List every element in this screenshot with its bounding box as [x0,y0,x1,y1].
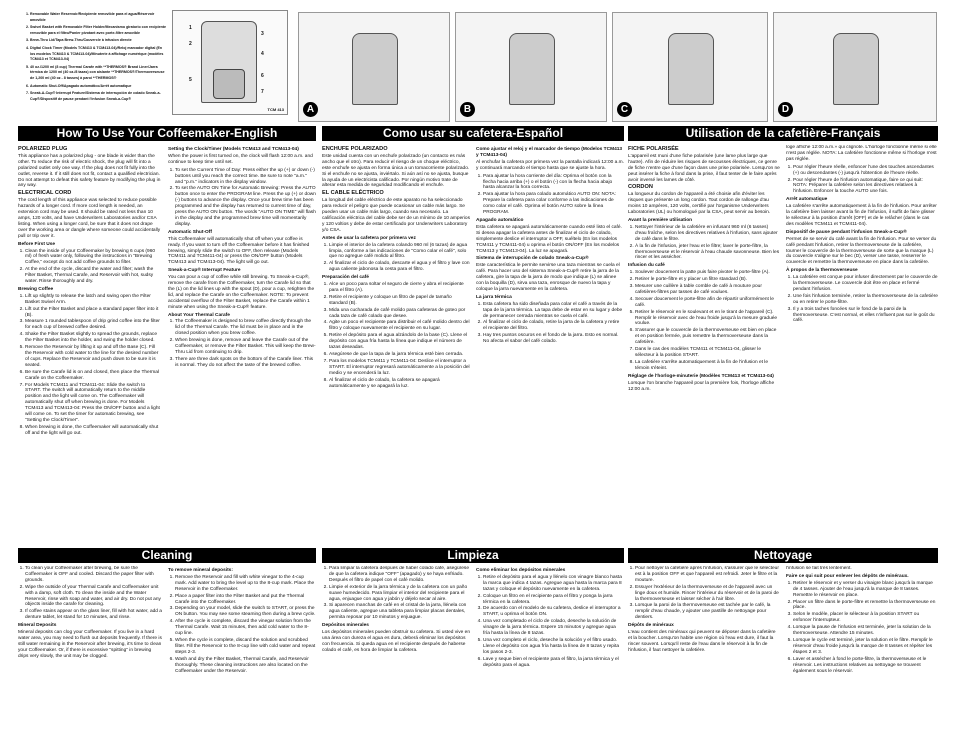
coffeemaker-diagram [172,10,288,115]
list-item: 2. Retire el recipiente y coloque un filtro de papel de tamaño standard (B). [329,295,470,307]
cleaning-french-column-2 [786,566,938,742]
list-item: 5. When the cycle is complete, discard the solution and scrubbed filter. Fill the Reservoir to the 8-cup line with cold water and repeat steps 2-3. [175,638,316,656]
french-column-2 [786,145,938,543]
list-item: 4. Agite un poco el recipiente para distribuir el café molido dentro del filtro y coloque nuevamente el recipiente en su lugar. [329,320,470,332]
paragraph: La longueur du cordon de l'appareil a été choisie afin d'éviter les risques que présente un long cordon. Tout cordon de rallonge d'au moins 10 ampères, 120 volts, certifié par l'organisme Underwriters Laboratories (UL) ou homologué par la CSA, peut servir au besoin. [628,192,771,216]
paragraph: loge affiche 12:00 a.m.» qui clignote. L'horloge fonctionne même si elle n'est pas réglée. NOTA: La cafetière fonctionne même si l'horloge n'est pas réglée. [786,145,937,162]
list-item: 1. Esta cafetera ha sido diseñada para colar el café a través de la tapa de la jarra térmica. La tapa debe de estar en su lugar y debe de permanecer cerrada mientras se cuela el café. [483,302,624,320]
step-illustration-c [612,12,768,122]
paragraph: This Coffeemaker will automatically shut off when your coffee is ready. If you want to turn off the Coffeemaker before it has finished brewing, simply slide the switch to OFF, then release (Models TCM411 and TCM411-04) or press the ON/OFF button (Models TCM413 and TCM413-04). The light will go out. [168,236,310,266]
subheading: Brewing Coffee [18,286,54,292]
list-item: 3. Si aparecen manchas de café en el cristal de la jarra, llénela con agua caliente, agregue una tableta para limpiar placas dentales, permita reposar por 10 minutos y enjuague. [329,603,470,621]
step-label-b: B [460,102,475,117]
list-item: 1. Para limpiar la cafetera después de haber colado café, asegúrese de que la cafetera indique "OFF" (apagado) y se haya enfriado. Después el filtro de papel con el café molido. [329,566,470,584]
list-item: 4. Shake the Filter Basket slightly to spread the grounds, replace the Filter Basket into the holder, and swing the holder closed. [25,332,162,344]
cleaning-spanish-column-1 [322,566,470,742]
legend-item: 5. 40 oz./1200 ml (8 cup) Thermal Carafe with **THERMOS® Brand Liner/Jarra térmica de 1200 ml (40 oz./8 tazas) con aislante **THERMOS®/Thermoverseuse de 1,200 ml (40 oz - 8 tasses) à paroi **THERMOS® [30,65,166,82]
list-item: 1. Para ajustar la hora corriente del día: Oprima el botón con la flecha hacia arriba (+) o el botón (-) con la flecha hacia abajo hasta alcanzar la hora correcta. [483,174,624,192]
step-illustration-b [455,12,607,122]
banner-how-french: Utilisation de la cafetière-Français [628,126,938,141]
paragraph: Los depósitos minerales pueden obstruir su cafetera. Si usted vive en una área con dureza el agua es dura, deberá eliminar los depósitos con frecuencia. Si queda agua en el recipiente después de haberse colado el café, es hora de limpiar la cafetera. [322,630,470,653]
list-item: 1. Retire el depósito para el agua y llénelo con vinagre blanco hasta la marca que indica 4 tazas. Agregue agua hasta la marca para 8 tazas y coloque el depósito nuevamente en la cafetera. [483,575,624,593]
list-item: 6. Wash and dry the Filter Basket, Thermal Carafe, and Reservoir thoroughly. These cleaning instructions are also located on the Coffeemaker under the Reservoir. [175,657,316,675]
list-item: 2. Retirer le porte-filtre et y placer un filtre standard (B). [635,277,780,283]
list-item: 4. After the cycle is complete, discard the vinegar solution from the Thermal Carafe. Wait 15 minutes, then add cold water to the 8-cup line. [175,619,316,637]
instruction-list [476,174,624,216]
list-item: 2. Pour régler l'heure de l'infusion automatique, faire ce qui suit: NOTA: Préparer la cafetière selon les directives relatives à l'infusion. Enfoncer la touche AUTO une fois. [793,178,938,196]
banner-cleaning-english: Cleaning [18,548,316,563]
list-item: 2. Une fois l'infusion terminée, retirer la thermoverseuse de la cafetière ou en retirer le porte-filtre. [793,294,938,306]
list-item: 2. Al finalizar el ciclo de colado, descarte el agua y el filtro y lave con agua caliente jabonosa la cesta para el filtro. [329,261,470,273]
list-item: 5. Lorsque le cycle est terminé, jeter la solution et le filtre. Remplir le réservoir d'eau froide jusqu'à la marque de 8 tasses et répéter les étapes 2 et 3. [793,638,938,656]
list-item: 3. De acuerdo con el modelo de su cafetera, deslice el interruptor a START, u oprima el botón ON. [483,606,624,618]
subheading: Sistema de interrupción de colado Sneak-a-Cup® [476,256,589,262]
subheading: About Your Thermal Carafe [168,312,230,318]
instruction-list [322,566,470,621]
subheading: Réglage de l'horloge-minuterie (Modèles TCM413 et TCM413-04) [628,373,774,379]
subheading: Automatic Shut-Off [168,229,212,235]
subheading: Avant la première utilisation [628,217,693,223]
subheading: Faire ce qui suit pour enlever les dépôts de minéraux. [786,573,909,579]
subheading: Sneak-a-Cup® Interrupt Feature [168,268,241,274]
list-item: 1. To clean your Coffeemaker after brewing, be sure the Coffeemaker is OFF and cooled. Discard the paper filter with grounds. [25,566,162,584]
legend-item: 6. Automatic Shut-Off/Apagado automático/Arrêt automatique [30,84,166,90]
instruction-list [628,225,780,261]
paragraph: Al enchufar la cafetera por primera vez la pantalla indicará 12:00 a.m. y continuará marcando el tiempo hasta que se ajuste la hora. [476,159,624,171]
spanish-column-1 [322,145,470,543]
callout-2: 2 [189,41,192,47]
subheading: Como eliminar los depósitos minerales [476,568,566,573]
callout-7: 7 [261,89,264,95]
list-item: 2. Lift out the Filter Basket and place a standard paper filter into it (B). [25,307,162,319]
subheading: À propos de la thermoverseuse [786,268,858,274]
callout-5: 5 [189,77,192,83]
subheading: Dispositif de pause pendant l'infusion Sneak-a-Cup® [786,229,907,235]
list-item: 3. Mesurer une cuillère à table comble de café à mouture pour cafetières-filtres par tasses de café voulues. [635,284,780,296]
english-column-1 [18,145,162,543]
list-item: 2. Limpie el exterior de la jarra térmica y de la cafetera con un paño suave humedecido. Para limpiar el interior del recipiente para el agua, enjuague con agua y jabón y déjelo secar al aire. [329,585,470,603]
carafe-illustration [213,69,245,99]
list-item: 1. Pour nettoyer la cafetière après l'infusion, s'assurer que le sélecteur est à la position OFF et que l'appareil est refroidi. Jeter le filtre et la mouture. [635,566,780,584]
list-item: 6. S'assurer que le couvercle de la thermoverseuse est bien en place et en position fermée, puis remettre la thermoverseuse dans la cafetière. [635,328,780,346]
legend-item: 4. Digital Clock Timer (Models TCM413 & TCM413-04)/Reloj marcador digital (En los modelos TCM413 & TCM413-04)/Minuterie à affichage numérique (modèles TCM413 et TCM413-04) [30,46,166,63]
cleaning-english-column-2 [168,566,316,742]
list-item: 5. Remove the Reservoir by lifting it up and off the Base (C). Fill the Reservoir with cold water to the line for the desired number of cups. Replace the Reservoir and push down to be sure it is seated. [25,345,162,369]
list-item: 1. Pour régler l'heure réelle, enfoncer l'une des touches ascendantes (+) ou descendantes (-) jusqu'à l'obtention de l'heure réelle. [793,165,938,177]
step-label-a: A [303,102,318,117]
paragraph: l'infusion se fait très lentement. [786,566,852,571]
list-item: 3. Mida una cucharada de café molido para cafeteras de goteo por cada taza de café colado que desee. [329,308,470,320]
subheading: To remove mineral deposits: [168,568,233,573]
legend-item: 2. Swivel Basket with Removable Filter Holder/Mecanismo giratorio con recipiente removible para el filtro/Panier pivotant avec porte-filtre amovible [30,25,166,36]
paragraph: Este unidad cuenta con un enchufe polarizado (un contacto es más ancho que el otro). Para reducir el riesgo de un choque eléctrico, este enchufe se ajusta en forma única a un tomacorriente polarizado. Si el enchufe no se ajusta, inviértalo. Si aún así no se ajusta, busque la ayuda de un electricista calificado. Por ningún motivo trate de alterar esta medida de seguridad modificando el enchufe. [322,153,470,189]
subheading: Infusion du café [628,263,665,269]
subheading: Apagado automático [476,217,524,223]
callout-6: 6 [261,73,264,79]
subheading: Setting the Clock/Timer (Models TCM413 and TCM413-04) [168,147,299,152]
list-item: 1. Remove the Reservoir and fill with white vinegar to the 4-cup mark. Add water to bring the level up to the 8-cup mark. Place the Reservoir in the Coffeemaker. [175,575,316,593]
list-item: 4. Secouer doucement le porte-filtre afin de répartir uniformément le café. [635,297,780,309]
list-item: 8. La cafetière s'arrête automatiquement à la fin de l'infusion et le témoin s'éteint. [635,360,780,372]
subheading: Antes de usar la cafetera por primera vez [322,235,416,241]
list-item: 3. There are three dark spots on the bottom of the Carafe liner. This is normal. They do not affect the taste of the brewed coffee. [175,357,316,369]
paragraph: Lorsque l'on branche l'appareil pour la première fois, l'horloge affiche 12:00 a.m. [628,380,775,392]
list-item: 3. Il y a trois taches foncées sur le fond de la paroi de la thermoverseuse. C'est normal, et elles n'influent pas sur le goût du café. [793,307,938,325]
english-column-2 [168,145,316,543]
list-item: 2. When brewing is done, remove and leave the Carafe out of the Coffeemaker, or remove the Filter Basket. This will keep the Brew-Thru Lid from continuing to drip. [175,338,316,356]
heading: POLARIZED PLUG [18,146,68,152]
list-item: 2. Place a paper filter into the Filter Basket and put the Thermal Carafe into the Coffeemaker. [175,594,316,606]
instruction-list [18,294,162,437]
instruction-list [476,302,624,345]
step-illustration-d [773,12,937,122]
heading: ENCHUFE POLARIZADO [322,146,388,152]
subheading: Dépôts de minéraux [628,623,674,629]
instruction-list [168,168,316,228]
spanish-column-2 [476,145,624,543]
parts-legend [20,12,166,104]
paragraph: This appliance has a polarized plug - one blade is wider than the other. To reduce the risk of electric shock, the plug will fit into a polarized outlet only one way. If the plug does not fit fully into the outlet, reverse it. If it still does not fit, contact a qualified electrician. Do not attempt to defeat this safety feature by modifying the plug in any way. [18,153,161,189]
instruction-list [322,282,470,389]
instruction-list [628,270,780,372]
list-item: 3. Measure 1 rounded tablespoon of drip grind coffee into the filter for each cup of brewed coffee desired. [25,319,162,331]
list-item: 2. Para ajustar la hora para colado automático AUTO ON: NOTA: Prepare la cafetera para colar conforme a las indicaciones de como colar el café. Oprima el botón AUTO sobre la línea PROGRAM. [483,192,624,216]
list-item: 1. The Coffeemaker is designed to brew coffee directly through the lid of the Thermal Carafe. The lid must be in place and in the closed position when you brew coffee. [175,319,316,337]
list-item: 2. Al finalizar el ciclo de colado, retire la jarra de la cafetera y retire el recipiente del filtro. [483,320,624,332]
instruction-list [786,165,938,196]
cleaning-english-column-1 [18,566,162,742]
list-item: 6. Lave y seque bien el recipiente para el filtro, la jarra térmica y el depósito para el agua. [483,657,624,669]
banner-cleaning-french: Nettoyage [628,548,938,563]
list-item: 6. Be sure the Carafe lid is on and closed, then place the Thermal Carafe on the Coffeemaker. [25,370,162,382]
list-item: 5. Retire el depósito para el agua alzándolo de la base (C). Llene el depósito con agua fría hasta la línea que indique el número de tazas deseadas. [329,333,470,351]
legend-item: 7. Sneak-A-Cup® Interrupt Feature/Sistema de interrupción de colado Sneak-a-Cup®/Dispositif de pause pendant l'infusion Sneak-a-Cup® [30,91,166,102]
banner-cleaning-spanish: Limpieza [322,548,624,563]
instruction-list [786,581,938,675]
list-item: 3. Selon le modèle, placer le sélecteur à la position START ou enfoncer l'interrupteur. [793,612,938,624]
french-column-1 [628,145,780,543]
heading: FICHE POLARISÉE [628,146,679,152]
callout-3: 3 [261,31,264,37]
cleaning-spanish-column-2 [476,566,624,742]
instruction-list [18,566,162,621]
list-item: 3. Hay tres puntos oscuros en el fondo de la jarra. Esto es normal. No afecta el sabor del café colado. [483,333,624,345]
list-item: 1. Nettoyer l'intérieur de la cafetière en infusant 960 ml (6 tasses) d'eau fraîche, selon les directives relatives à l'infusion, sans ajouter de café dans le filtre. [635,225,780,243]
list-item: 2. Coloque un filtro en el recipiente para el filtro y ponga la jarra térmica en la cafetera. [483,594,624,606]
paragraph: Este característica le permite servirse una taza mientras se cuela el café. Para hacer uso del sistema Sneak-a-Cup® retire la jarra de la cafetera, gire la tapa de la jarra de modo que indique (L) se alinee con la boquilla (D), sirva una taza, enrosque de nuevo la tapa y coloque la jarra nuevamente en la cafetera. [476,263,620,292]
legend-item: 3. Brew-Thru Lid/Tapa Brew-Thru/Couvercle à infusion directe [30,38,166,44]
list-item: 6. Asegúrese de que la tapa de la jarra térmica esté bien cerrada. [329,352,470,358]
instruction-list [476,575,624,669]
list-item: 1. To set the Current Time of Day: Press either the up (+) or down (-) buttons until you reach the correct time. Be sure to note "a.m." and "p.m." indicators in the display window. [175,168,316,186]
subheading: Mineral Deposits [18,623,57,629]
list-item: 7. For Models TCM411 and TCM411-04: Slide the switch to START. The switch will automatically return to the middle position and the light will come on. The Coffeemaker will automatically shut off when brewing is done. For Models TCM413 and TCM413-04: Press the ON/OFF button and a light will come on. To set the timer for automatic brewing, see "Setting the Clock/Timer". [25,383,162,424]
list-item: 1. La cafetière est conçue pour infuser directement par le couvercle de la thermoverseuse. Le couvercle doit être en place et fermé pendant l'infusion. [793,275,938,293]
list-item: 2. Wipe the outside of your Thermal Carafe and Coffeemaker unit with a damp, soft cloth. To clean the inside and the Water Reservoir, rinse with soap and water, and air dry. Do not put any objects inside the carafe for cleaning. [25,585,162,609]
list-item: 1. Retirer le réservoir et y verser du vinaigre blanc jusqu'à la marque de 4 tasses. Ajouter de l'eau jusqu'à la marque de 8 tasses. Remettre le réservoir en place. [793,581,938,599]
paragraph: L'appareil est muni d'une fiche polarisée (une lame plus large que l'autre). Afin de réduire les risques de secousses électriques, ce genre de fiche n'entre que d'une façon dans une prise polarisée. Lorsqu'on ne peut insérer la fiche à fond dans la prise, il faut tenter de le faire après avoir inversé les lames de côté. [628,153,780,183]
instruction-list [18,249,162,285]
subheading: Como ajustar el reloj y el marcador de tiempo (Modelos TCM413 y TCM413-04) [476,147,623,158]
legend-item: 1. Removable Water Reservoir/Recipiente removible para el agua/Réservoir amovible [30,12,166,23]
list-item: 1. Limpie el interior de la cafetera colando 960 ml (6 tazas) de agua limpia, conforme a las indicaciones de "Como colar el café", solo que no agregue café molido al filtro. [329,243,470,261]
heading: CORDON [628,184,653,191]
paragraph: La longitud del cable eléctrico de este aparato no ha seleccionado para reducir el peligro que puede ocasionar un cable más largo. Se pueden usar un cable más largo, cuando sea necesario. La calificación eléctrica del cable debe ser de un mínimo de 10 amperios y 120 voltios y debe de estar certificado por Underwriters Laboratory y/o CSA. [322,198,470,233]
list-item: 7. Dans le cas des modèles TCM411 et TCM411-04, glisser le sélecteur à la position START. [635,347,780,359]
list-item: 2. À la fin de l'infusion, jeter l'eau et le filtre; laver le porte-filtre, la thermoverseuse et le réservoir à l'eau chaude savonneuse. Bien les rincer et les assécher. [635,244,780,262]
instruction-list [628,566,780,621]
instruction-list [168,319,316,368]
subheading: Arrêt automatique [786,197,828,203]
banner-how-spanish: Como usar su cafetera-Español [322,126,624,141]
step-d-drawing [833,33,879,105]
list-item: 3. Lorsque la paroi de la thermoverseuse est tachée par le café, la remplir d'eau chaude, y ajouter une pastille de nettoyage pour dentiers. [635,603,780,621]
subheading: Depósitos minerales [322,623,369,629]
list-item: 2. Essuyer l'extérieur de la thermoverseuse et de l'appareil avec un linge doux et humide. Rincer l'intérieur du réservoir et de la paroi de la thermoverseuse et laisser sécher à l'air libre. [635,585,780,603]
model-label: TCM 413 [267,107,284,112]
list-item: 1. Soulever doucement la patte puis faire pivoter le porte-filtre (A). [635,270,780,276]
step-label-c: C [617,102,632,117]
list-item: 7. Para los modelos TCM411 y TCM411-04: Deslice el interruptor a START. El interruptor regresará automáticamente a la posición del medio y se encenderá la luz. [329,359,470,377]
step-c-drawing [668,33,714,105]
banner-how-english: How To Use Your Coffeemaker-English [18,126,316,141]
list-item: 3. If coffee stains appear on the glass liner, fill with hot water, add a denture tablet, let stand for 10 minutes, and rinse. [25,609,162,621]
instruction-list [168,575,316,675]
list-item: 1. Clean the inside of your Coffeemaker by brewing 6 cups (960 ml) of fresh water only, following the instructions in "Brewing Coffee," except do not add coffee grounds to filter. [25,249,162,267]
step-b-drawing [509,33,555,105]
step-a-drawing [352,33,398,105]
paragraph: Esta cafetera se apagará automáticamente cuando esté listo el café. Si desea apagar la cafetera antes de finalizar el ciclo de colado, simplemente deslice el interruptor a OFF, suéltelo (En los modelos TCM411 y TCM411-04) u oprima el botón ON/OFF (En los modelos TCM413 y TCM413-04). La luz se apagará. [476,224,622,254]
list-item: 5. Una vez completo el ciclo, deseche la solución y el filtro usado. Llene el depósito con agua fría hasta la línea de 8 tazas y repita los pasos 2-3. [483,638,624,656]
paragraph: The cord length of this appliance was selected to reduce possible hazards of a longer cord. If more cord length is needed, an extension cord may be used. It should be rated not less than 10 amps, 120 volts, and have Underwriters Laboratories and/or CSA listing. When using a longer cord, be sure that it does not drape over the working area or dangle where someone could accidentally pull or trip over it. [18,198,161,239]
parts-list [20,12,166,102]
heading: EL CABLE ELÉCTRICO [322,190,384,197]
list-item: 5. Retirer le réservoir en le soulevant et en le tirant de l'appareil (C). Remplir le réservoir avec de l'eau froide jusqu'à la mesure graduée voulue. [635,310,780,328]
list-item: 1. Alce un poco para soltar el seguro de cierre y abra el recipiente para el filtro (A). [329,282,470,294]
list-item: 6. Laver et assécher à fond le porte-filtre, la thermoverseuse et le réservoir. Les instructions relatives au nettoyage se trouvent également sous le réservoir. [793,657,938,675]
callout-1: 1 [189,25,192,31]
step-label-d: D [778,102,793,117]
paragraph: Permet de se servir du café avant la fin de l'infusion. Pour se verser du café pendant l'infusion, retirer la thermoverseuse de la cafetière, tourner le couvercle de la thermoverseuse de sorte que la marque (L) du couvercle s'aligne sur le bec (D), verser une tasse, resserrer le couvercle et remettre la thermoverseuse en place dans la cafetière. [786,236,937,266]
cleaning-french-column-1 [628,566,780,742]
subheading: La jarra térmica [476,294,512,300]
instruction-list [786,275,938,324]
paragraph: La cafetière s'arrête automatiquement à la fin de l'infusion. Pour arrêter la cafetière bien laisser avant la fin de l'infusion, il suffit de faire glisser le sélecteur à la position d'arrêt (OFF) et de le relâcher (dans le cas des modèles TCM411 et TCM411-04). [786,204,937,227]
list-item: 2. At the end of the cycle, discard the water and filter; wash the Filter Basket, Thermal Carafe, and Reservoir with hot, sudsy water. Rinse thoroughly and dry. [25,267,162,285]
list-item: 2. To set the AUTO ON Time for Automatic Brewing: Press the AUTO button once to enter the PROGRAM line. Press the up (+) or down (-) buttons to advance the display. Once your brew time has been programmed and the display has returned to current time of day, press the AUTO ON button. The words "AUTO ON TIME" will flash in the display and the programmed brew time will momentarily display. [175,186,316,227]
subheading: Preparación del café [322,275,369,281]
list-item: 4. Lorsque la pause de l'infusion est terminée, jeter la solution de la thermoverseuse. Attendre 15 minutes. [793,625,938,637]
list-item: 2. Placer un filtre dans le porte-filtre et remettre la thermoverseuse en place. [793,600,938,612]
list-item: 3. Depending on your model, slide the switch to START, or press the ON button. You may see some steaming then during a brew cycle. [175,606,316,618]
paragraph: You can pour a cup of coffee while still brewing. To Sneak-a-Cup®, remove the carafe from the Coffeemaker, turn the Carafe lid so that the (L) on the lid lines up with the spout (D), pour a cup, retighten the lid, and replace the Carafe on the Coffeemaker. NOTE: To prevent accidental overflow of the Filter Basket, replace the Carafe within 1 minute when using the Sneak-a-Cup® feature. [168,275,315,310]
heading: ELECTRICAL CORD [18,190,72,197]
list-item: 8. When brewing is done, the Coffeemaker will automatically shut off and the light will go out. [25,425,162,437]
callout-4: 4 [261,51,264,57]
list-item: 4. Una vez completado el ciclo de colado, deseche la solución de vinagre de la jarra térmica. Espere 15 minutos y agregue agua fría hasta la línea de 8 tazas. [483,619,624,637]
paragraph: When the power is first turned on, the clock will flash 12:00 a.m. and continue to keep time until set. [168,153,313,165]
paragraph: Mineral deposits can clog your Coffeemaker. If you live in a hard water area, you may need to flush out deposits frequently. If there is still water remaining in the Reservoir after brewing, it's time to clean your Coffeemaker. Or, if there is excessive "spitting" in brewing drips very slowly, the unit may be clogged. [18,630,162,659]
list-item: 8. Al finalizar el ciclo de colado, la cafetera se apagará automáticamente y se apagará la luz. [329,378,470,390]
subheading: Before First Use [18,241,56,247]
paragraph: L'eau contient des minéraux qui peuvent se déposer dans la cafetière et la boucher. Lorsqu'on habite une région où l'eau est dure, il faut la rincer souvent. Lorsqu'il reste de l'eau dans le réservoir à la fin de l'infusion, il faut nettoyer la cafetière. [628,630,776,653]
instruction-list [322,243,470,274]
step-illustration-a [298,12,450,122]
list-item: 1. Lift up slightly to release the latch and swing open the Filter Basket Swivel Arm. [25,294,162,306]
